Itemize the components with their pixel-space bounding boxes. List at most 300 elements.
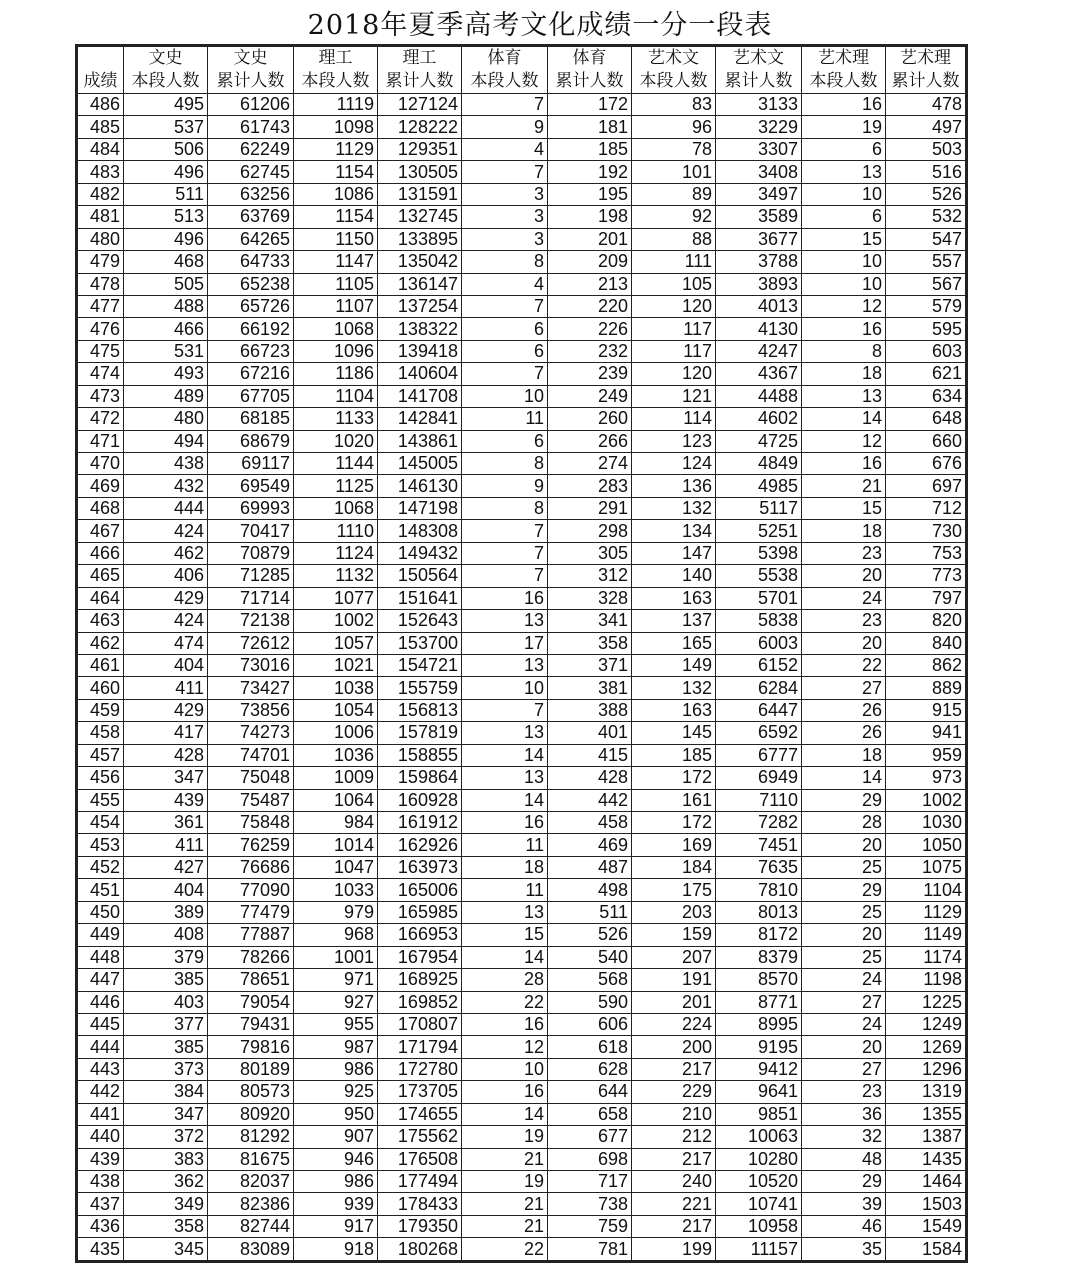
- count-cell: 941: [886, 722, 966, 744]
- score-cell: 438: [78, 1171, 124, 1193]
- count-cell: 917: [294, 1215, 378, 1237]
- count-cell: 1119: [294, 94, 378, 116]
- count-cell: 137254: [378, 295, 462, 317]
- score-cell: 450: [78, 901, 124, 923]
- count-cell: 16: [802, 94, 886, 116]
- score-cell: 467: [78, 520, 124, 542]
- count-cell: 147: [632, 542, 716, 564]
- count-cell: 1225: [886, 991, 966, 1013]
- count-cell: 82037: [208, 1171, 294, 1193]
- count-cell: 69993: [208, 497, 294, 519]
- count-cell: 266: [548, 430, 632, 452]
- count-cell: 1186: [294, 363, 378, 385]
- count-cell: 166953: [378, 924, 462, 946]
- count-cell: 210: [632, 1103, 716, 1125]
- count-cell: 195: [548, 183, 632, 205]
- count-cell: 487: [548, 856, 632, 878]
- count-cell: 3133: [716, 94, 802, 116]
- count-cell: 169: [632, 834, 716, 856]
- count-cell: 185: [548, 138, 632, 160]
- count-cell: 939: [294, 1193, 378, 1215]
- header-category-9: 艺术理: [886, 47, 966, 71]
- score-cell: 465: [78, 565, 124, 587]
- table-row: [78, 295, 966, 317]
- count-cell: 9: [462, 475, 548, 497]
- count-cell: 67216: [208, 363, 294, 385]
- score-cell: 476: [78, 318, 124, 340]
- count-cell: 185: [632, 744, 716, 766]
- count-cell: 68679: [208, 430, 294, 452]
- table-row: [78, 475, 966, 497]
- count-cell: 28: [462, 969, 548, 991]
- count-cell: 291: [548, 497, 632, 519]
- count-cell: 13: [462, 610, 548, 632]
- count-cell: 73427: [208, 677, 294, 699]
- count-cell: 13: [462, 901, 548, 923]
- count-cell: 432: [124, 475, 208, 497]
- count-cell: 4849: [716, 453, 802, 475]
- count-cell: 75048: [208, 767, 294, 789]
- count-cell: 511: [548, 901, 632, 923]
- count-cell: 298: [548, 520, 632, 542]
- count-cell: 7: [462, 542, 548, 564]
- count-cell: 4725: [716, 430, 802, 452]
- count-cell: 658: [548, 1103, 632, 1125]
- count-cell: 516: [886, 161, 966, 183]
- count-cell: 3: [462, 206, 548, 228]
- count-cell: 77479: [208, 901, 294, 923]
- table-row: [78, 767, 966, 789]
- count-cell: 820: [886, 610, 966, 632]
- count-cell: 5838: [716, 610, 802, 632]
- count-cell: 676: [886, 453, 966, 475]
- count-cell: 458: [548, 812, 632, 834]
- count-cell: 14: [462, 744, 548, 766]
- count-cell: 526: [548, 924, 632, 946]
- count-cell: 429: [124, 587, 208, 609]
- count-cell: 172780: [378, 1058, 462, 1080]
- count-cell: 697: [886, 475, 966, 497]
- count-cell: 7: [462, 94, 548, 116]
- count-cell: 474: [124, 632, 208, 654]
- count-cell: 7810: [716, 879, 802, 901]
- count-cell: 8172: [716, 924, 802, 946]
- count-cell: 191: [632, 969, 716, 991]
- count-cell: 145: [632, 722, 716, 744]
- count-cell: 568: [548, 969, 632, 991]
- table-row: [78, 183, 966, 205]
- score-cell: 447: [78, 969, 124, 991]
- count-cell: 21: [462, 1148, 548, 1170]
- count-cell: 4: [462, 273, 548, 295]
- count-cell: 18: [462, 856, 548, 878]
- count-cell: 154721: [378, 654, 462, 676]
- count-cell: 8: [462, 453, 548, 475]
- count-cell: 5251: [716, 520, 802, 542]
- table-row: [78, 273, 966, 295]
- count-cell: 979: [294, 901, 378, 923]
- count-cell: 121: [632, 385, 716, 407]
- table-row: [78, 497, 966, 519]
- count-cell: 213: [548, 273, 632, 295]
- count-cell: 165985: [378, 901, 462, 923]
- count-cell: 328: [548, 587, 632, 609]
- count-cell: 1006: [294, 722, 378, 744]
- count-cell: 677: [548, 1126, 632, 1148]
- count-cell: 132: [632, 497, 716, 519]
- count-cell: 61206: [208, 94, 294, 116]
- count-cell: 8771: [716, 991, 802, 1013]
- count-cell: 513: [124, 206, 208, 228]
- count-cell: 27: [802, 991, 886, 1013]
- count-cell: 634: [886, 385, 966, 407]
- score-cell: 472: [78, 408, 124, 430]
- count-cell: 986: [294, 1058, 378, 1080]
- count-cell: 493: [124, 363, 208, 385]
- table-row: [78, 1238, 966, 1260]
- count-cell: 1132: [294, 565, 378, 587]
- table-row: [78, 879, 966, 901]
- count-cell: 82386: [208, 1193, 294, 1215]
- count-cell: 547: [886, 228, 966, 250]
- header-category-8: 艺术理: [802, 47, 886, 71]
- count-cell: 8570: [716, 969, 802, 991]
- count-cell: 6152: [716, 654, 802, 676]
- score-cell: 436: [78, 1215, 124, 1237]
- table-row: [78, 789, 966, 811]
- count-cell: 163973: [378, 856, 462, 878]
- count-cell: 76259: [208, 834, 294, 856]
- count-cell: 89: [632, 183, 716, 205]
- count-cell: 283: [548, 475, 632, 497]
- table-row: [78, 385, 966, 407]
- count-cell: 221: [632, 1193, 716, 1215]
- count-cell: 621: [886, 363, 966, 385]
- count-cell: 19: [462, 1126, 548, 1148]
- score-cell: 445: [78, 1013, 124, 1035]
- score-cell: 456: [78, 767, 124, 789]
- count-cell: 64733: [208, 251, 294, 273]
- count-cell: 3: [462, 228, 548, 250]
- count-cell: 127124: [378, 94, 462, 116]
- count-cell: 11157: [716, 1238, 802, 1260]
- count-cell: 388: [548, 699, 632, 721]
- count-cell: 141708: [378, 385, 462, 407]
- count-cell: 1105: [294, 273, 378, 295]
- count-cell: 438: [124, 453, 208, 475]
- count-cell: 111: [632, 251, 716, 273]
- count-cell: 69117: [208, 453, 294, 475]
- count-cell: 9641: [716, 1081, 802, 1103]
- count-cell: 232: [548, 340, 632, 362]
- header-metric-7: 累计人数: [716, 70, 802, 94]
- count-cell: 29: [802, 1171, 886, 1193]
- count-cell: 753: [886, 542, 966, 564]
- count-cell: 71714: [208, 587, 294, 609]
- count-cell: 404: [124, 879, 208, 901]
- count-cell: 151641: [378, 587, 462, 609]
- count-cell: 7110: [716, 789, 802, 811]
- count-cell: 16: [462, 812, 548, 834]
- count-cell: 305: [548, 542, 632, 564]
- count-cell: 130505: [378, 161, 462, 183]
- header-category-6: 艺术文: [632, 47, 716, 71]
- count-cell: 7: [462, 295, 548, 317]
- count-cell: 497: [886, 116, 966, 138]
- score-cell: 458: [78, 722, 124, 744]
- count-cell: 14: [462, 789, 548, 811]
- count-cell: 403: [124, 991, 208, 1013]
- count-cell: 468: [124, 251, 208, 273]
- count-cell: 606: [548, 1013, 632, 1035]
- score-cell: 475: [78, 340, 124, 362]
- count-cell: 150564: [378, 565, 462, 587]
- count-cell: 18: [802, 363, 886, 385]
- count-cell: 773: [886, 565, 966, 587]
- count-cell: 730: [886, 520, 966, 542]
- count-cell: 1144: [294, 453, 378, 475]
- score-cell: 444: [78, 1036, 124, 1058]
- count-cell: 6592: [716, 722, 802, 744]
- count-cell: 489: [124, 385, 208, 407]
- table-row: [78, 654, 966, 676]
- count-cell: 1009: [294, 767, 378, 789]
- count-cell: 162926: [378, 834, 462, 856]
- header-row-1: [78, 47, 966, 71]
- count-cell: 1050: [886, 834, 966, 856]
- score-cell: 466: [78, 542, 124, 564]
- count-cell: 20: [802, 632, 886, 654]
- count-cell: 249: [548, 385, 632, 407]
- count-cell: 1198: [886, 969, 966, 991]
- count-cell: 312: [548, 565, 632, 587]
- count-cell: 83: [632, 94, 716, 116]
- count-cell: 439: [124, 789, 208, 811]
- count-cell: 9: [462, 116, 548, 138]
- count-cell: 22: [462, 1238, 548, 1260]
- count-cell: 3408: [716, 161, 802, 183]
- count-cell: 444: [124, 497, 208, 519]
- count-cell: 1129: [886, 901, 966, 923]
- count-cell: 48: [802, 1148, 886, 1170]
- count-cell: 158855: [378, 744, 462, 766]
- header-metric-1: 累计人数: [208, 70, 294, 94]
- count-cell: 101: [632, 161, 716, 183]
- count-cell: 131591: [378, 183, 462, 205]
- count-cell: 16: [462, 1081, 548, 1103]
- count-cell: 147198: [378, 497, 462, 519]
- score-cell: 449: [78, 924, 124, 946]
- table-row: [78, 1036, 966, 1058]
- count-cell: 889: [886, 677, 966, 699]
- table-row: [78, 408, 966, 430]
- count-cell: 987: [294, 1036, 378, 1058]
- table-row: [78, 94, 966, 116]
- count-cell: 6: [462, 430, 548, 452]
- score-cell: 440: [78, 1126, 124, 1148]
- count-cell: 181: [548, 116, 632, 138]
- count-cell: 488: [124, 295, 208, 317]
- count-cell: 462: [124, 542, 208, 564]
- header-metric-0: 本段人数: [124, 70, 208, 94]
- count-cell: 19: [802, 116, 886, 138]
- count-cell: 117: [632, 318, 716, 340]
- count-cell: 79816: [208, 1036, 294, 1058]
- count-cell: 20: [802, 924, 886, 946]
- count-cell: 7: [462, 565, 548, 587]
- count-cell: 15: [802, 228, 886, 250]
- count-cell: 915: [886, 699, 966, 721]
- header-category-3: 理工: [378, 47, 462, 71]
- count-cell: 124: [632, 453, 716, 475]
- table-row: [78, 340, 966, 362]
- count-cell: 377: [124, 1013, 208, 1035]
- count-cell: 505: [124, 273, 208, 295]
- count-cell: 132745: [378, 206, 462, 228]
- count-cell: 349: [124, 1193, 208, 1215]
- count-cell: 18: [802, 744, 886, 766]
- count-cell: 4: [462, 138, 548, 160]
- count-cell: 347: [124, 767, 208, 789]
- count-cell: 540: [548, 946, 632, 968]
- count-cell: 159864: [378, 767, 462, 789]
- count-cell: 78266: [208, 946, 294, 968]
- count-cell: 46: [802, 1215, 886, 1237]
- count-cell: 532: [886, 206, 966, 228]
- count-cell: 986: [294, 1171, 378, 1193]
- score-cell: 446: [78, 991, 124, 1013]
- count-cell: 176508: [378, 1148, 462, 1170]
- count-cell: 79431: [208, 1013, 294, 1035]
- count-cell: 4985: [716, 475, 802, 497]
- count-cell: 159: [632, 924, 716, 946]
- count-cell: 968: [294, 924, 378, 946]
- count-cell: 511: [124, 183, 208, 205]
- count-cell: 648: [886, 408, 966, 430]
- count-cell: 10280: [716, 1148, 802, 1170]
- count-cell: 149432: [378, 542, 462, 564]
- count-cell: 20: [802, 1036, 886, 1058]
- table-row: [78, 901, 966, 923]
- count-cell: 82744: [208, 1215, 294, 1237]
- header-metric-2: 本段人数: [294, 70, 378, 94]
- count-cell: 14: [462, 946, 548, 968]
- table-body: [78, 94, 966, 1261]
- count-cell: 1147: [294, 251, 378, 273]
- table-row: [78, 812, 966, 834]
- count-cell: 169852: [378, 991, 462, 1013]
- count-cell: 16: [802, 453, 886, 475]
- count-cell: 192: [548, 161, 632, 183]
- count-cell: 4367: [716, 363, 802, 385]
- count-cell: 7635: [716, 856, 802, 878]
- table-row: [78, 1171, 966, 1193]
- count-cell: 239: [548, 363, 632, 385]
- count-cell: 163: [632, 587, 716, 609]
- count-cell: 495: [124, 94, 208, 116]
- count-cell: 74701: [208, 744, 294, 766]
- count-cell: 698: [548, 1148, 632, 1170]
- count-cell: 145005: [378, 453, 462, 475]
- table-row: [78, 946, 966, 968]
- count-cell: 442: [548, 789, 632, 811]
- count-cell: 170807: [378, 1013, 462, 1035]
- count-cell: 6: [802, 138, 886, 160]
- count-cell: 384: [124, 1081, 208, 1103]
- count-cell: 10: [462, 1058, 548, 1080]
- count-cell: 1068: [294, 497, 378, 519]
- table-row: [78, 856, 966, 878]
- count-cell: 67705: [208, 385, 294, 407]
- table-row: [78, 1215, 966, 1237]
- count-cell: 401: [548, 722, 632, 744]
- count-cell: 1110: [294, 520, 378, 542]
- count-cell: 10: [802, 251, 886, 273]
- score-cell: 480: [78, 228, 124, 250]
- score-cell: 478: [78, 273, 124, 295]
- count-cell: 212: [632, 1126, 716, 1148]
- count-cell: 1064: [294, 789, 378, 811]
- count-cell: 362: [124, 1171, 208, 1193]
- count-cell: 385: [124, 969, 208, 991]
- count-cell: 199: [632, 1238, 716, 1260]
- count-cell: 3497: [716, 183, 802, 205]
- header-metric-6: 本段人数: [632, 70, 716, 94]
- count-cell: 6003: [716, 632, 802, 654]
- table-row: [78, 722, 966, 744]
- score-cell: 460: [78, 677, 124, 699]
- count-cell: 1030: [886, 812, 966, 834]
- count-cell: 1584: [886, 1238, 966, 1260]
- score-cell: 459: [78, 699, 124, 721]
- count-cell: 480: [124, 408, 208, 430]
- count-cell: 28: [802, 812, 886, 834]
- table-row: [78, 1126, 966, 1148]
- count-cell: 3229: [716, 116, 802, 138]
- count-cell: 1150: [294, 228, 378, 250]
- score-cell: 455: [78, 789, 124, 811]
- count-cell: 345: [124, 1238, 208, 1260]
- count-cell: 22: [462, 991, 548, 1013]
- count-cell: 1054: [294, 699, 378, 721]
- count-cell: 6: [462, 318, 548, 340]
- count-cell: 797: [886, 587, 966, 609]
- count-cell: 383: [124, 1148, 208, 1170]
- count-cell: 9412: [716, 1058, 802, 1080]
- count-cell: 172: [632, 767, 716, 789]
- count-cell: 358: [124, 1215, 208, 1237]
- count-cell: 12: [462, 1036, 548, 1058]
- count-cell: 12: [802, 430, 886, 452]
- header-category-7: 艺术文: [716, 47, 802, 71]
- count-cell: 105: [632, 273, 716, 295]
- count-cell: 64265: [208, 228, 294, 250]
- count-cell: 404: [124, 654, 208, 676]
- count-cell: 379: [124, 946, 208, 968]
- count-cell: 75848: [208, 812, 294, 834]
- count-cell: 1014: [294, 834, 378, 856]
- count-cell: 347: [124, 1103, 208, 1125]
- count-cell: 973: [886, 767, 966, 789]
- score-cell: 443: [78, 1058, 124, 1080]
- table-row: [78, 834, 966, 856]
- count-cell: 406: [124, 565, 208, 587]
- count-cell: 8: [462, 497, 548, 519]
- count-cell: 506: [124, 138, 208, 160]
- count-cell: 74273: [208, 722, 294, 744]
- count-cell: 10520: [716, 1171, 802, 1193]
- count-cell: 10: [462, 677, 548, 699]
